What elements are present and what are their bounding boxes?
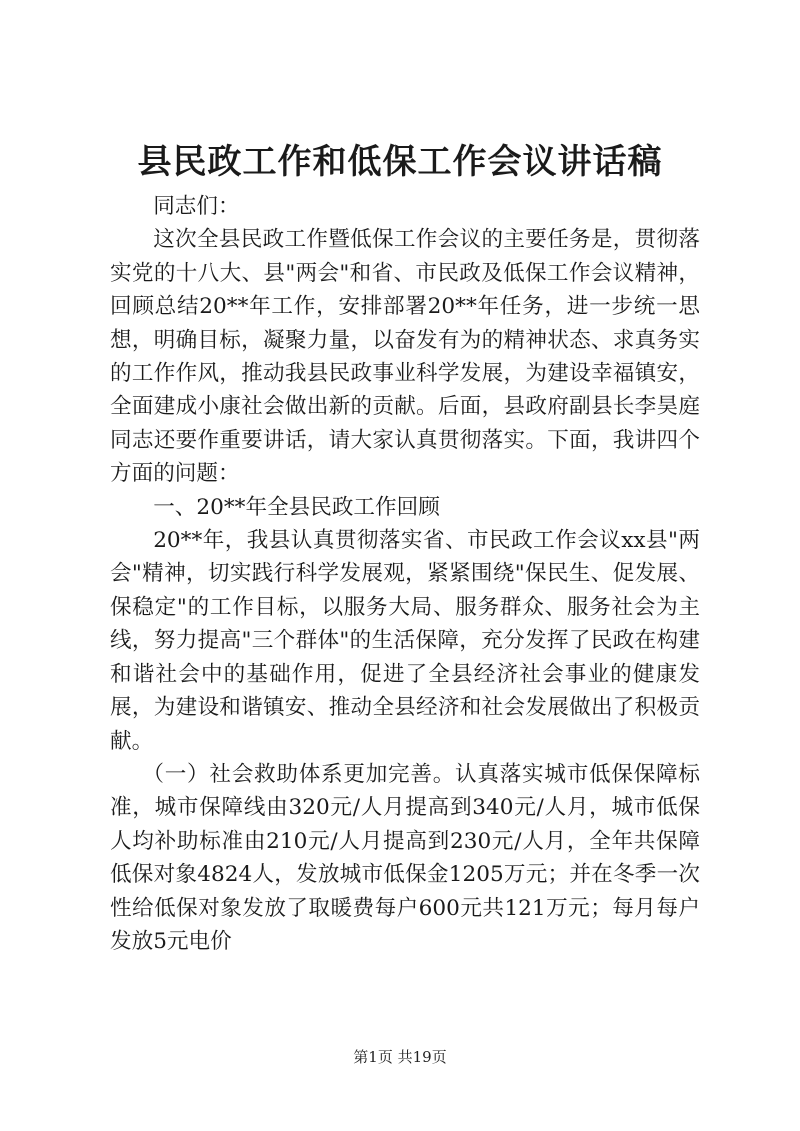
- paragraph-intro: 这次全县民政工作暨低保工作会议的主要任务是，贯彻落实党的十八大、县"两会"和省、市民政及低保工作会议精神，回顾总结20**年工作，安排部署20**年任务，进一步统一思想，明确目标，凝聚力量，以奋发有为的精神状态、求真务实的工作作风，推动我县民政事业科学发展，为建设幸福镇安，全面建成小康社会做出新的贡献。后面，县政府副县长李昊庭同志还要作重要讲话，请大家认真贯彻落实。下面，我讲四个方面的问题：: [110, 227, 700, 487]
- document-title: 县民政工作和低保工作会议讲话稿: [137, 142, 663, 182]
- salutation: 同志们：: [153, 194, 240, 219]
- section-heading: 一、20**年全县民政工作回顾: [153, 494, 440, 520]
- document-body: [110, 190, 700, 958]
- paragraph-social-assistance: （一）社会救助体系更加完善。认真落实城市低保保障标准，城市保障线由320元/人月提高到340元/人月，城市低保人均补助标准由210元/人月提高到230元/人月，全年共保障低保对象4824人，发放城市低保金1205万元；并在冬季一次性给低保对象发放了取暖费每户600元共121万元；每月每户发放5元电价: [110, 761, 700, 954]
- paragraph-review: 20**年，我县认真贯彻落实省、市民政工作会议xx县"两会"精神，切实践行科学发展观，紧紧围绕"保民生、促发展、保稳定"的工作目标，以服务大局、服务群众、服务社会为主线，努力提高"三个群体"的生活保障，充分发挥了民政在构建和谐社会中的基础作用，促进了全县经济社会事业的健康发展，为建设和谐镇安、推动全县经济和社会发展做出了积极贡献。: [110, 528, 700, 754]
- page-number: 第1页 共19页: [353, 1048, 447, 1066]
